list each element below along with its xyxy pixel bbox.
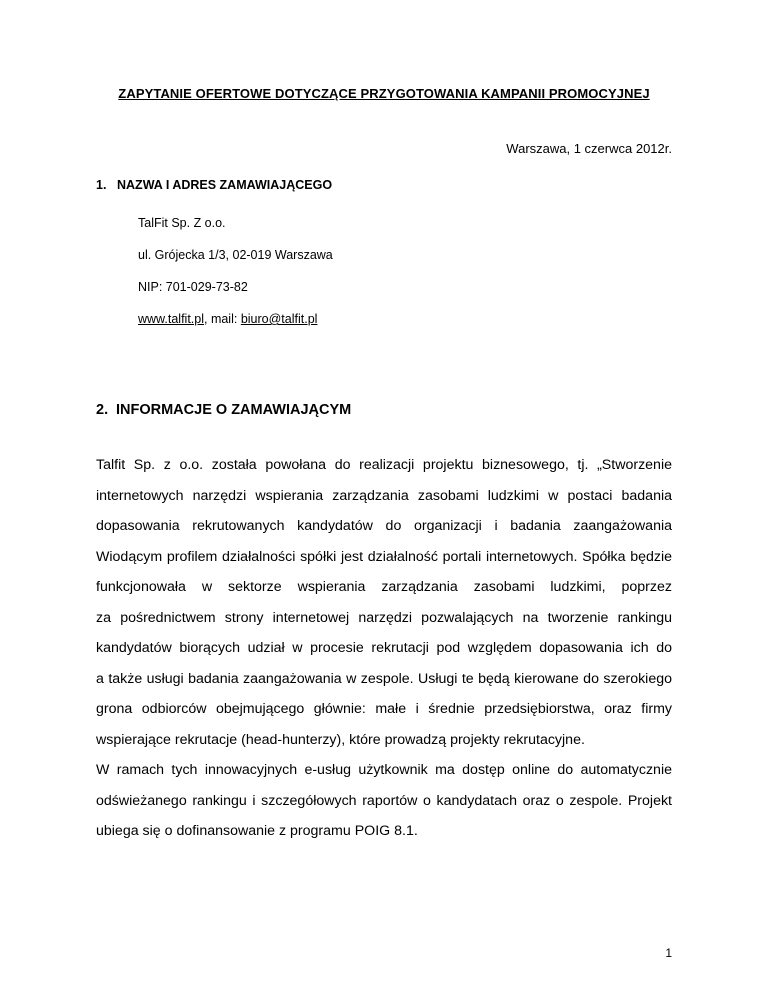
company-name: TalFit Sp. Z o.o. <box>138 216 226 230</box>
page-number: 1 <box>665 946 672 960</box>
section2-number: 2. <box>96 402 109 418</box>
body-line: kandydatów biorących udział w procesie rekrutacji pod względem dopasowania ich do <box>96 640 672 656</box>
body-line: grona odbiorców obejmującego głównie: małe i średnie przedsiębiorstwa, oraz firmy <box>96 701 672 717</box>
body-line: ubiega się o dofinansowanie z programu POIG 8.1. <box>96 823 418 839</box>
section2-body <box>96 450 672 847</box>
email-link[interactable]: biuro@talfit.pl <box>240 312 318 326</box>
body-line: odświeżanego rankingu i szczegółowych raportów o kandydatach oraz o zespole. Projekt <box>96 792 672 809</box>
company-address: ul. Grójecka 1/3, 02-019 Warszawa <box>138 248 333 262</box>
date-line: Warszawa, 1 czerwca 2012r. <box>506 141 672 156</box>
section1-heading-text: NAZWA I ADRES ZAMAWIAJĄCEGO <box>117 178 333 192</box>
document-title: ZAPYTANIE OFERTOWE DOTYCZĄCE PRZYGOTOWANIA KAMPANII PROMOCYJNEJ <box>118 86 650 101</box>
body-line: wspierające rekrutacje (head-hunterzy), które prowadzą projekty rekrutacyjne. <box>96 731 585 748</box>
section1-heading <box>96 178 332 192</box>
body-line: Talfit Sp. z o.o. została powołana do realizacji projektu biznesowego, tj. „Stworzenie <box>96 457 672 473</box>
body-line: dopasowania rekrutowanych kandydatów do organizacji i badania zaangażowania <box>96 518 672 534</box>
section2-heading <box>96 402 351 418</box>
section1-number: 1. <box>96 178 107 192</box>
company-nip: NIP: 701-029-73-82 <box>138 280 248 294</box>
body-line: W ramach tych innowacyjnych e-usług użytkownik ma dostęp online do automatycznie <box>96 762 672 778</box>
body-line: za pośrednictwem strony internetowej narzędzi pozwalających na tworzenie rankingu <box>96 609 672 626</box>
body-line: Wiodącym profilem działalności spółki jest działalność portali internetowych. Spółka będzie <box>96 548 672 565</box>
mail-prefix: , mail: <box>204 312 241 326</box>
body-line: funkcjonowała w sektorze wspierania zarządzania zasobami ludzkimi, poprzez <box>96 579 672 595</box>
website-link[interactable]: www.talfit.pl <box>138 312 204 326</box>
section2-heading-text: INFORMACJE O ZAMAWIAJĄCYM <box>116 402 352 418</box>
body-line: internetowych narzędzi wspierania zarządzania zasobami ludzkimi w postaci badania <box>96 487 672 504</box>
body-line: a także usługi badania zaangażowania w zespole. Usługi te będą kierowane do szerokiego <box>96 670 672 687</box>
contact-line <box>138 312 317 326</box>
